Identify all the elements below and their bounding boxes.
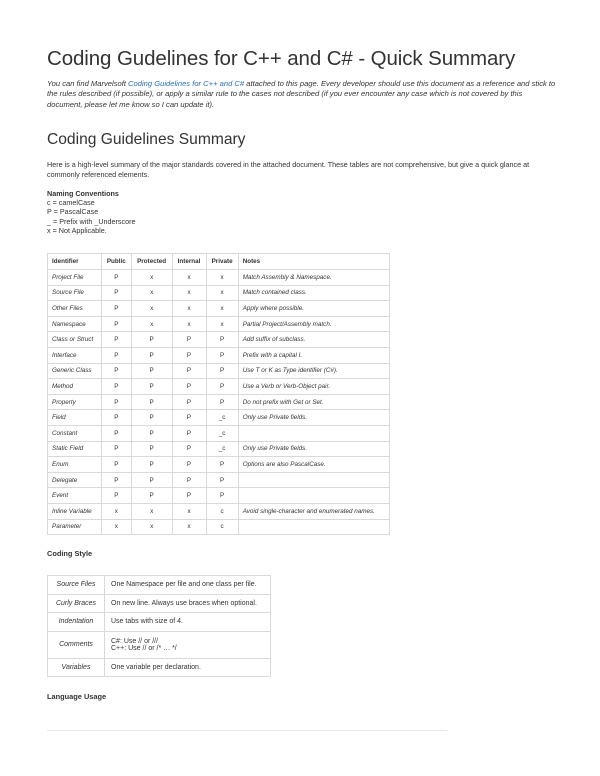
table-cell: P [131, 425, 172, 441]
table-cell: P [172, 425, 206, 441]
table-cell: P [172, 379, 206, 395]
table-cell: P [172, 410, 206, 426]
column-header: Internal [172, 254, 206, 270]
table-cell: P [131, 347, 172, 363]
table-row [48, 441, 390, 457]
table-cell: P [172, 472, 206, 488]
table-cell: P [172, 347, 206, 363]
table-cell: Field [48, 410, 102, 426]
table-cell [238, 519, 389, 535]
table-row [48, 332, 390, 348]
table-cell: Options are also PascalCase. [238, 457, 389, 473]
table-cell: x [101, 519, 131, 535]
table-cell: Avoid single-character and enumerated names. [238, 503, 389, 519]
table-cell: x [131, 270, 172, 286]
table-cell: Method [48, 379, 102, 395]
table-cell: P [101, 410, 131, 426]
table-row [48, 347, 390, 363]
intro-paragraph [47, 79, 557, 110]
table-cell [238, 488, 389, 504]
summary-heading: Coding Guidelines Summary [47, 131, 246, 148]
table-cell: x [172, 301, 206, 317]
table-cell: Enum [48, 457, 102, 473]
table-cell: P [131, 441, 172, 457]
table-row [48, 316, 390, 332]
table-cell: Add suffix of subclass. [238, 332, 389, 348]
table-cell: P [101, 285, 131, 301]
legend-item: x = Not Applicable. [47, 225, 107, 235]
summary-lead: Here is a high-level summary of the major standards covered in the attached document. These tables are not comprehensive, but give a quick glance at commonly referenced elements. [47, 160, 530, 179]
legend-item: c = camelCase [47, 198, 95, 208]
table-cell: Partial Project/Assembly match. [238, 316, 389, 332]
table-cell [238, 472, 389, 488]
table-cell: P [101, 394, 131, 410]
table-cell: P [101, 347, 131, 363]
table-cell: Use T or K as Type identifier (C#). [238, 363, 389, 379]
table-cell: P [131, 457, 172, 473]
table-cell: P [206, 347, 238, 363]
table-cell: Delegate [48, 472, 102, 488]
table-cell: P [206, 488, 238, 504]
naming-conventions-legend [47, 189, 136, 235]
style-value [105, 613, 271, 632]
table-cell: P [172, 332, 206, 348]
table-cell: x [172, 316, 206, 332]
table-cell: P [101, 379, 131, 395]
table-row [48, 425, 390, 441]
table-cell: P [101, 332, 131, 348]
column-header: Public [101, 254, 131, 270]
table-cell: _c [206, 441, 238, 457]
table-cell: P [206, 363, 238, 379]
page-title: Coding Gudelines for C++ and C# - Quick Summary [47, 47, 516, 70]
table-cell: x [206, 316, 238, 332]
table-cell: x [101, 503, 131, 519]
intro-text-pre: You can find Marvelsoft [47, 79, 129, 88]
table-cell: x [206, 285, 238, 301]
column-header: Notes [238, 254, 389, 270]
table-cell: P [206, 332, 238, 348]
table-cell: x [206, 270, 238, 286]
table-cell: P [131, 472, 172, 488]
style-value [105, 658, 271, 677]
table-cell: P [101, 488, 131, 504]
table-row [48, 410, 390, 426]
table-row [48, 394, 390, 410]
table-row [48, 658, 271, 677]
table-cell: Event [48, 488, 102, 504]
table-cell: x [172, 285, 206, 301]
style-key: Indentation [48, 613, 105, 632]
table-row [48, 270, 390, 286]
style-value-line: C#: Use // or /// [111, 637, 159, 645]
table-cell: P [101, 363, 131, 379]
table-cell: _c [206, 410, 238, 426]
table-row [48, 472, 390, 488]
style-value-line: One Namespace per file and one class per file. [111, 581, 257, 589]
table-cell: x [131, 503, 172, 519]
table-cell: x [131, 301, 172, 317]
table-row [48, 285, 390, 301]
table-cell: x [172, 503, 206, 519]
table-cell: P [131, 379, 172, 395]
table-cell: Only use Private fields. [238, 410, 389, 426]
style-key: Comments [48, 631, 105, 658]
coding-style-heading: Coding Style [47, 549, 93, 558]
naming-conventions-table [47, 253, 390, 535]
intro-text-post: attached to this page. Every developer should use this document as a reference and stick to the rules described (if possible), or apply a similar rule to the cases not described (if you ever encounter any case which is not covered by this document, please let me know so I can update it). [47, 79, 556, 109]
table-row [48, 594, 271, 613]
column-header: Identifier [48, 254, 102, 270]
table-cell: Other Files [48, 301, 102, 317]
table-cell: x [172, 270, 206, 286]
style-value [105, 594, 271, 613]
table-cell: x [172, 519, 206, 535]
table-row [48, 301, 390, 317]
table-cell: Property [48, 394, 102, 410]
table-cell: Do not prefix with Get or Set. [238, 394, 389, 410]
table-cell: Match Assembly & Namespace. [238, 270, 389, 286]
table-cell: Match contained class. [238, 285, 389, 301]
table-cell: P [206, 457, 238, 473]
table-cell: P [101, 270, 131, 286]
coding-style-table [47, 575, 271, 677]
table-cell: Inline Variable [48, 503, 102, 519]
table-row [48, 519, 390, 535]
table-cell: P [131, 332, 172, 348]
table-cell: Parameter [48, 519, 102, 535]
table-cell: P [206, 394, 238, 410]
style-key: Variables [48, 658, 105, 677]
table-cell: Apply where possible. [238, 301, 389, 317]
table-cell [238, 425, 389, 441]
table-cell: x [131, 316, 172, 332]
table-cell: Project File [48, 270, 102, 286]
table-row [48, 613, 271, 632]
table-cell: Namespace [48, 316, 102, 332]
table-cell: Interface [48, 347, 102, 363]
style-value-line: C++: Use // or /* … */ [111, 644, 177, 652]
table-cell: Use a Verb or Verb-Object pair. [238, 379, 389, 395]
table-cell: c [206, 503, 238, 519]
table-cell: P [131, 394, 172, 410]
table-cell: Prefix with a capital I. [238, 347, 389, 363]
table-cell: P [206, 379, 238, 395]
style-value [105, 631, 271, 658]
table-row [48, 488, 390, 504]
table-cell: P [101, 425, 131, 441]
style-key: Source Files [48, 576, 105, 595]
section-divider [47, 730, 447, 731]
table-cell: Class or Struct [48, 332, 102, 348]
table-cell: P [172, 488, 206, 504]
table-cell: P [172, 363, 206, 379]
style-value-line: One variable per declaration. [111, 663, 201, 671]
naming-conventions-heading: Naming Conventions [47, 189, 119, 198]
guidelines-link[interactable]: Coding Guidelines for C++ and C# [128, 79, 245, 88]
table-cell: P [131, 488, 172, 504]
table-row [48, 363, 390, 379]
legend-item: P = PascalCase [47, 207, 99, 217]
table-cell: P [101, 301, 131, 317]
style-value [105, 576, 271, 595]
table-cell: x [206, 301, 238, 317]
table-cell: P [131, 410, 172, 426]
table-cell: P [172, 441, 206, 457]
column-header: Private [206, 254, 238, 270]
table-cell: P [101, 316, 131, 332]
table-cell: P [172, 394, 206, 410]
table-cell: P [101, 472, 131, 488]
table-cell: P [101, 457, 131, 473]
table-row [48, 631, 271, 658]
table-cell: Static Field [48, 441, 102, 457]
table-cell: Generic Class [48, 363, 102, 379]
table-cell: P [206, 472, 238, 488]
table-cell: P [172, 457, 206, 473]
table-cell: Constant [48, 425, 102, 441]
table-row [48, 576, 271, 595]
table-cell: P [101, 441, 131, 457]
table-cell: Only use Private fields. [238, 441, 389, 457]
style-value-line: Use tabs with size of 4. [111, 618, 183, 626]
table-cell: x [131, 519, 172, 535]
style-key: Curly Braces [48, 594, 105, 613]
style-value-line: On new line. Always use braces when optional. [111, 599, 257, 607]
legend-item: _ = Prefix with _Underscore [47, 216, 136, 226]
table-row [48, 379, 390, 395]
table-cell: x [131, 285, 172, 301]
column-header: Protected [131, 254, 172, 270]
table-cell: P [131, 363, 172, 379]
language-usage-heading: Language Usage [47, 692, 107, 701]
table-row [48, 503, 390, 519]
table-cell: c [206, 519, 238, 535]
table-cell: Source File [48, 285, 102, 301]
table-cell: _c [206, 425, 238, 441]
table-row [48, 457, 390, 473]
